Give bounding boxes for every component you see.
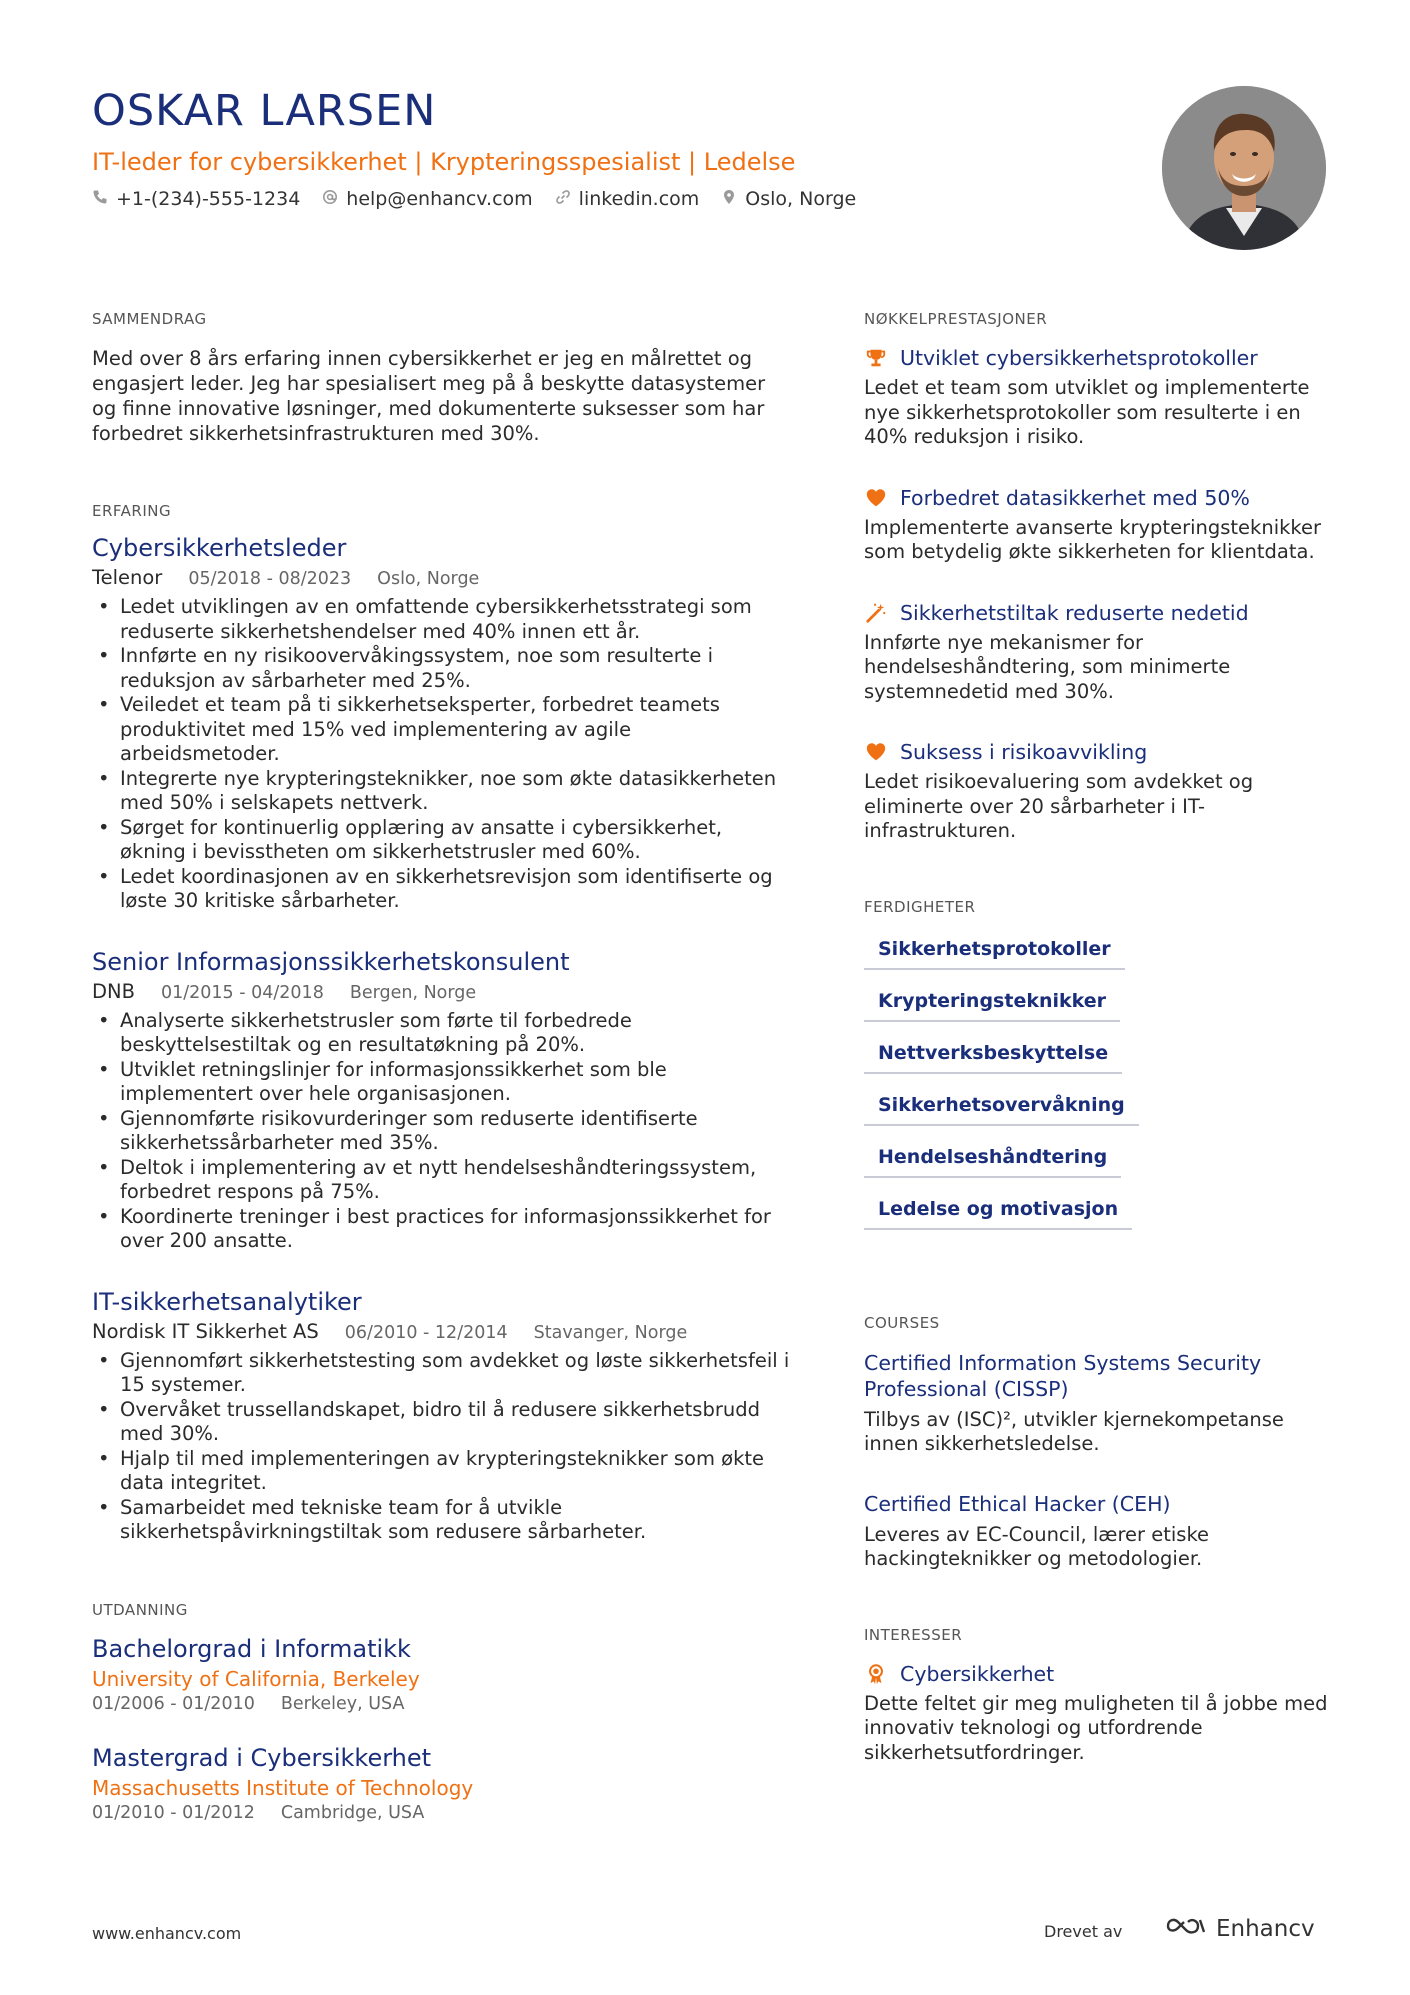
achievement-head <box>864 601 1334 625</box>
job-bullet: • Koordinerte treninger i best practices for informasjonssikkerhet for over 200 ansatte. <box>92 1205 792 1254</box>
skill-tag: Hendelseshåndtering <box>864 1146 1121 1178</box>
heart-icon <box>864 486 888 510</box>
achievement-title: Forbedret datasikkerhet med 50% <box>900 485 1250 510</box>
interests-section-label: INTERESSER <box>864 1625 963 1644</box>
achievement-head <box>864 486 1334 510</box>
achievement-title: Sikkerhetstiltak reduserte nedetid <box>900 600 1249 625</box>
trophy-icon <box>864 346 888 370</box>
achievement-text: Implementerte avanserte krypteringsteknikker som betydelig økte sikkerheten for klientdata. <box>864 515 1322 563</box>
achievement-title: Suksess i risikoavvikling <box>900 740 1148 764</box>
job-bullets <box>92 595 792 914</box>
avatar <box>1162 86 1326 250</box>
job-meta <box>92 1320 792 1343</box>
achievement-text: Ledet et team som utviklet og implementerte nye sikkerhetsprotokoller som resulterte i en 40% reduksjon i risiko. <box>864 376 1310 448</box>
education-entry <box>92 1635 792 1714</box>
footer-powered-label: Drevet av <box>1044 1922 1123 1941</box>
interest-head <box>864 1662 1334 1686</box>
job-title: Cybersikkerhetsleder <box>92 534 347 562</box>
summary-text: Med over 8 års erfaring innen cybersikkerhet er jeg en målrettet og engasjert leder. Jeg har spesialisert meg på å beskytte datasystemer og finne innovative løsninger, med dokumenterte suksesser som har forbedret sikkerhetsinfrastrukturen med 30%. <box>92 347 766 445</box>
achievement-item <box>864 486 1334 565</box>
enhancv-logo-icon <box>1164 1914 1208 1944</box>
job-dates: 05/2018 - 08/2023 <box>188 569 352 589</box>
job-company: Telenor <box>92 566 163 589</box>
job-entry <box>92 1288 792 1545</box>
award-icon <box>864 1662 888 1686</box>
job-bullet: • Gjennomførte risikovurderinger som reduserte identifiserte sikkerhetssårbarheter med 35%. <box>92 1107 792 1156</box>
edu-dates: 01/2010 - 01/2012 <box>92 1802 255 1823</box>
candidate-title: IT-leder for cybersikkerhet | Krypteringsspesialist | Ledelse <box>92 148 796 176</box>
job-dates: 01/2015 - 04/2018 <box>160 982 324 1003</box>
contact-location <box>721 188 856 210</box>
achievement-title: Utviklet cybersikkerhetsprotokoller <box>900 346 1258 370</box>
edu-degree: Bachelorgrad i Informatikk <box>92 1634 411 1663</box>
job-location: Bergen, Norge <box>349 982 477 1003</box>
linkedin-text: linkedin.com <box>578 188 700 210</box>
left-column <box>92 310 792 1853</box>
job-location: Stavanger, Norge <box>533 1322 688 1343</box>
right-column <box>864 310 1334 1801</box>
footer-brand-text: Enhancv <box>1216 1916 1315 1942</box>
contact-phone[interactable] <box>92 188 300 210</box>
edu-degree: Mastergrad i Cybersikkerhet <box>92 1743 432 1772</box>
job-bullet: • Innførte en ny risikoovervåkingssystem, noe som resulterte i reduksjon av sårbarheter med 25%. <box>92 644 792 693</box>
achievement-text: Innførte nye mekanismer for hendelseshåndtering, som minimerte systemnedetid med 30%. <box>864 630 1231 703</box>
interest-title: Cybersikkerhet <box>900 1661 1055 1686</box>
location-text: Oslo, Norge <box>745 188 857 210</box>
edu-location: Berkeley, USA <box>280 1693 405 1714</box>
achievement-head <box>864 346 1334 370</box>
job-bullet: • Integrerte nye krypteringsteknikker, noe som økte datasikkerheten med 50% i selskapets nettverk. <box>92 767 792 816</box>
job-bullet: • Gjennomført sikkerhetstesting som avdekket og løste sikkerhetsfeil i 15 systemer. <box>92 1349 792 1398</box>
location-pin-icon <box>721 188 737 210</box>
job-title: Senior Informasjonssikkerhetskonsulent <box>92 947 570 976</box>
job-bullet: • Deltok i implementering av et nytt hendelseshåndteringssystem, forbedret respons på 75%. <box>92 1156 792 1205</box>
job-bullets <box>92 1349 792 1545</box>
achievement-head <box>864 740 1334 764</box>
contact-row <box>92 188 856 210</box>
achievement-item <box>864 740 1334 844</box>
skill-tag: Nettverksbeskyttelse <box>864 1042 1122 1074</box>
phone-icon <box>92 188 108 210</box>
course-title: Certified Ethical Hacker (CEH) <box>864 1491 1171 1516</box>
job-company: DNB <box>92 979 135 1003</box>
edu-school: Massachusetts Institute of Technology <box>92 1775 474 1800</box>
education-entry <box>92 1744 792 1823</box>
magic-wand-icon <box>864 601 888 625</box>
contact-linkedin[interactable] <box>555 188 700 210</box>
course-text: Tilbys av (ISC)², utvikler kjernekompetanse innen sikkerhetsledelse. <box>864 1407 1284 1455</box>
edu-school: University of California, Berkeley <box>92 1666 420 1691</box>
job-bullets <box>92 1009 792 1254</box>
experience-section-label: ERFARING <box>92 502 172 520</box>
course-item <box>864 1491 1334 1572</box>
edu-dates: 01/2006 - 01/2010 <box>92 1693 255 1714</box>
interest-text: Dette feltet gir meg muligheten til å jobbe med innovativ teknologi og utfordrende sikkerhetsutfordringer. <box>864 1691 1328 1764</box>
skill-tag: Sikkerhetsprotokoller <box>864 938 1125 970</box>
education-section-label: UTDANNING <box>92 1600 188 1619</box>
skill-tag: Sikkerhetsovervåkning <box>864 1094 1139 1126</box>
job-bullet: • Ledet utviklingen av en omfattende cybersikkerhetsstrategi som reduserte sikkerhetshendelser med 40% innen ett år. <box>92 595 792 644</box>
job-bullet: • Hjalp til med implementeringen av krypteringsteknikker som økte data integritet. <box>92 1447 792 1496</box>
edu-location: Cambridge, USA <box>280 1802 425 1823</box>
skill-tag: Ledelse og motivasjon <box>864 1198 1132 1230</box>
job-company: Nordisk IT Sikkerhet AS <box>92 1319 319 1343</box>
at-icon <box>322 188 338 210</box>
skills-list <box>864 938 1334 1230</box>
job-title: IT-sikkerhetsanalytiker <box>92 1287 362 1316</box>
course-title: Certified Information Systems Security Professional (CISSP) <box>864 1350 1262 1401</box>
heart-icon <box>864 740 888 764</box>
course-item <box>864 1350 1334 1457</box>
footer-url[interactable]: www.enhancv.com <box>92 1924 242 1943</box>
edu-meta <box>92 1803 792 1823</box>
achievement-item <box>864 601 1334 705</box>
phone-text: +1-(234)-555-1234 <box>116 188 301 210</box>
skill-tag: Krypteringsteknikker <box>864 990 1120 1022</box>
job-bullet: • Overvåket trussellandskapet, bidro til å redusere sikkerhetsbrudd med 30%. <box>92 1398 792 1447</box>
job-dates: 06/2010 - 12/2014 <box>344 1322 508 1343</box>
courses-section-label: COURSES <box>864 1313 940 1332</box>
job-bullet: • Veiledet et team på ti sikkerhetseksperter, forbedret teamets produktivitet med 15% ved implementering av agile arbeidsmetoder. <box>92 693 792 767</box>
achievement-item <box>864 346 1334 450</box>
footer-brand[interactable] <box>1164 1914 1315 1944</box>
job-location: Oslo, Norge <box>377 569 480 589</box>
job-entry <box>92 948 792 1254</box>
job-bullet: • Ledet koordinasjonen av en sikkerhetsrevisjon som identifiserte og løste 30 kritiske sårbarheter. <box>92 865 792 914</box>
interest-item <box>864 1662 1334 1766</box>
achievements-section-label: NØKKELPRESTASJONER <box>864 310 1048 328</box>
edu-meta <box>92 1694 792 1714</box>
contact-email[interactable] <box>322 188 532 210</box>
candidate-name: OSKAR LARSEN <box>92 86 437 136</box>
job-meta <box>92 980 792 1003</box>
job-bullet: • Sørget for kontinuerlig opplæring av ansatte i cybersikkerhet, økning i bevisstheten om sikkerhetstrusler med 60%. <box>92 816 792 865</box>
job-bullet: • Utviklet retningslinjer for informasjonssikkerhet som ble implementert over hele organisasjonen. <box>92 1058 792 1107</box>
job-bullet: • Analyserte sikkerhetstrusler som førte til forbedrede beskyttelsestiltak og en resultatøkning på 20%. <box>92 1009 792 1058</box>
achievement-text: Ledet risikoevaluering som avdekket og eliminerte over 20 sårbarheter i IT-infrastrukturen. <box>864 770 1254 842</box>
skills-section-label: FERDIGHETER <box>864 897 976 916</box>
job-bullet: • Samarbeidet med tekniske team for å utvikle sikkerhetspåvirkningstiltak som redusere sårbarheter. <box>92 1496 792 1545</box>
summary-section-label: SAMMENDRAG <box>92 310 207 328</box>
link-icon <box>555 188 571 210</box>
job-entry <box>92 534 792 914</box>
course-text: Leveres av EC-Council, lærer etiske hackingteknikker og metodologier. <box>864 1522 1210 1570</box>
email-text: help@enhancv.com <box>346 188 533 210</box>
job-meta <box>92 566 792 589</box>
